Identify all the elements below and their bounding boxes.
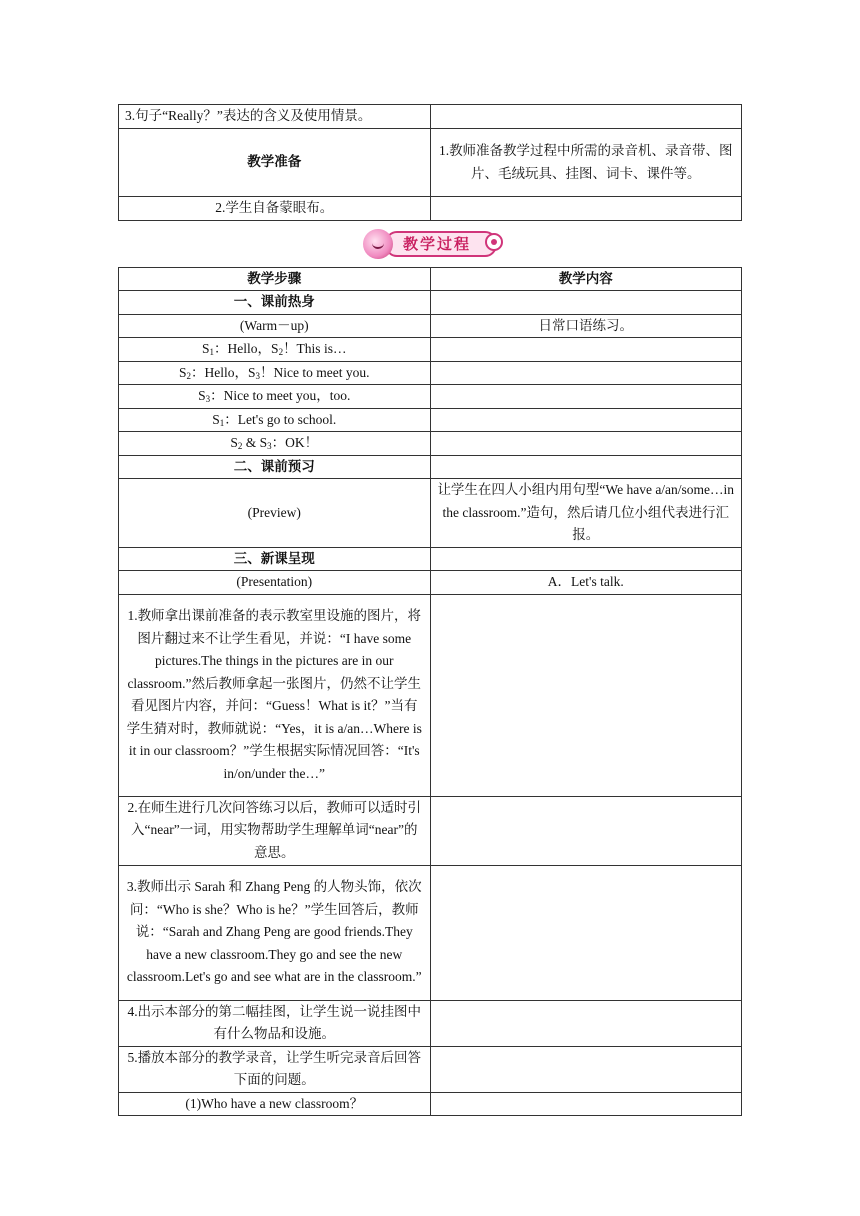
dialog-line: $S_1$：Let's go to school.: [119, 408, 431, 432]
empty-cell: [430, 1046, 742, 1092]
table-row: [119, 129, 742, 197]
preview-label: (Preview): [119, 479, 431, 548]
warmup-content: 日常口语练习。: [430, 314, 742, 338]
process-table: [118, 267, 742, 1117]
banner-badge: [363, 229, 497, 259]
dialog-row: [119, 408, 742, 432]
step-row: [119, 1000, 742, 1046]
empty-cell: [430, 796, 742, 865]
dialog-line: $S_2$ & $S_3$：OK！: [119, 432, 431, 456]
step-cell: 5.播放本部分的教学录音，让学生听完录音后回答下面的问题。: [119, 1046, 431, 1092]
table-row: [119, 291, 742, 315]
table-row: [119, 197, 742, 221]
dialog-row: [119, 361, 742, 385]
empty-cell: [430, 432, 742, 456]
step-cell: (1)Who have a new classroom？: [119, 1092, 431, 1116]
step-cell: 4.出示本部分的第二幅挂图，让学生说一说挂图中有什么物品和设施。: [119, 1000, 431, 1046]
step-cell: 1.教师拿出课前准备的表示教室里设施的图片，将图片翻过来不让学生看见，并说：“I have some pictures.The things in the pictures are in our classroom.”然后教师拿起一张图片，仍然不让学生看见图片内容，并问：“Guess！What is it？”当有学生猜对时，教师就说：“Yes，it is a/an…Where is it in our classroom？”学生根据实际情况回答：“It's in/on/under the…”: [119, 594, 431, 796]
table-row: [119, 479, 742, 548]
empty-cell: [430, 197, 742, 221]
warmup-label: (Warm－up): [119, 314, 431, 338]
objective-cell: 3.句子“Really？”表达的含义及使用情景。: [119, 105, 431, 129]
prep-table: [118, 104, 742, 221]
prep-label-cell: 教学准备: [119, 129, 431, 197]
empty-cell: [430, 105, 742, 129]
step-row: [119, 796, 742, 865]
column-header-content: 教学内容: [430, 267, 742, 291]
section-title-presentation: 三、新课呈现: [119, 547, 431, 571]
target-icon: [485, 233, 503, 251]
table-row: [119, 571, 742, 595]
empty-cell: [430, 594, 742, 796]
empty-cell: [430, 291, 742, 315]
step-row: [119, 1092, 742, 1116]
empty-cell: [430, 1000, 742, 1046]
presentation-label: (Presentation): [119, 571, 431, 595]
empty-cell: [430, 547, 742, 571]
empty-cell: [430, 865, 742, 1000]
table-row: [119, 455, 742, 479]
mascot-icon: [363, 229, 393, 259]
dialog-row: [119, 385, 742, 409]
empty-cell: [430, 455, 742, 479]
dialog-line: $S_1$：Hello，$S_2$！This is…: [119, 338, 431, 362]
preview-content: 让学生在四人小组内用句型“We have a/an/some…in the classroom.”造句，然后请几位小组代表进行汇报。: [430, 479, 742, 548]
dialog-row: [119, 432, 742, 456]
dialog-line: $S_3$：Nice to meet you，too.: [119, 385, 431, 409]
banner-title: 教学过程: [385, 231, 497, 257]
section-title-warmup: 一、课前热身: [119, 291, 431, 315]
table-row: [119, 547, 742, 571]
dialog-line: $S_2$：Hello，$S_3$！Nice to meet you.: [119, 361, 431, 385]
empty-cell: [430, 361, 742, 385]
table-row: [119, 314, 742, 338]
presentation-content: A．Let's talk.: [430, 571, 742, 595]
column-header-steps: 教学步骤: [119, 267, 431, 291]
lesson-page: [118, 104, 742, 1116]
table-header-row: [119, 267, 742, 291]
step-cell: 2.在师生进行几次问答练习以后，教师可以适时引入“near”一词，用实物帮助学生理解单词“near”的意思。: [119, 796, 431, 865]
prep-content-cell: 1.教师准备教学过程中所需的录音机、录音带、图片、毛绒玩具、挂图、词卡、课件等。: [430, 129, 742, 197]
section-title-preview: 二、课前预习: [119, 455, 431, 479]
empty-cell: [430, 338, 742, 362]
section-banner: [118, 221, 742, 267]
step-row: [119, 1046, 742, 1092]
step-row: [119, 865, 742, 1000]
step-cell: 3.教师出示 Sarah 和 Zhang Peng 的人物头饰，依次问：“Who is she？Who is he？”学生回答后，教师说：“Sarah and Zhang Peng are good friends.They have a new classroom.They go and see the new classroom.Let's go and see what are in the classroom.”: [119, 865, 431, 1000]
step-row: [119, 594, 742, 796]
dialog-row: [119, 338, 742, 362]
table-row: [119, 105, 742, 129]
empty-cell: [430, 408, 742, 432]
empty-cell: [430, 385, 742, 409]
empty-cell: [430, 1092, 742, 1116]
prep-student-cell: 2.学生自备蒙眼布。: [119, 197, 431, 221]
